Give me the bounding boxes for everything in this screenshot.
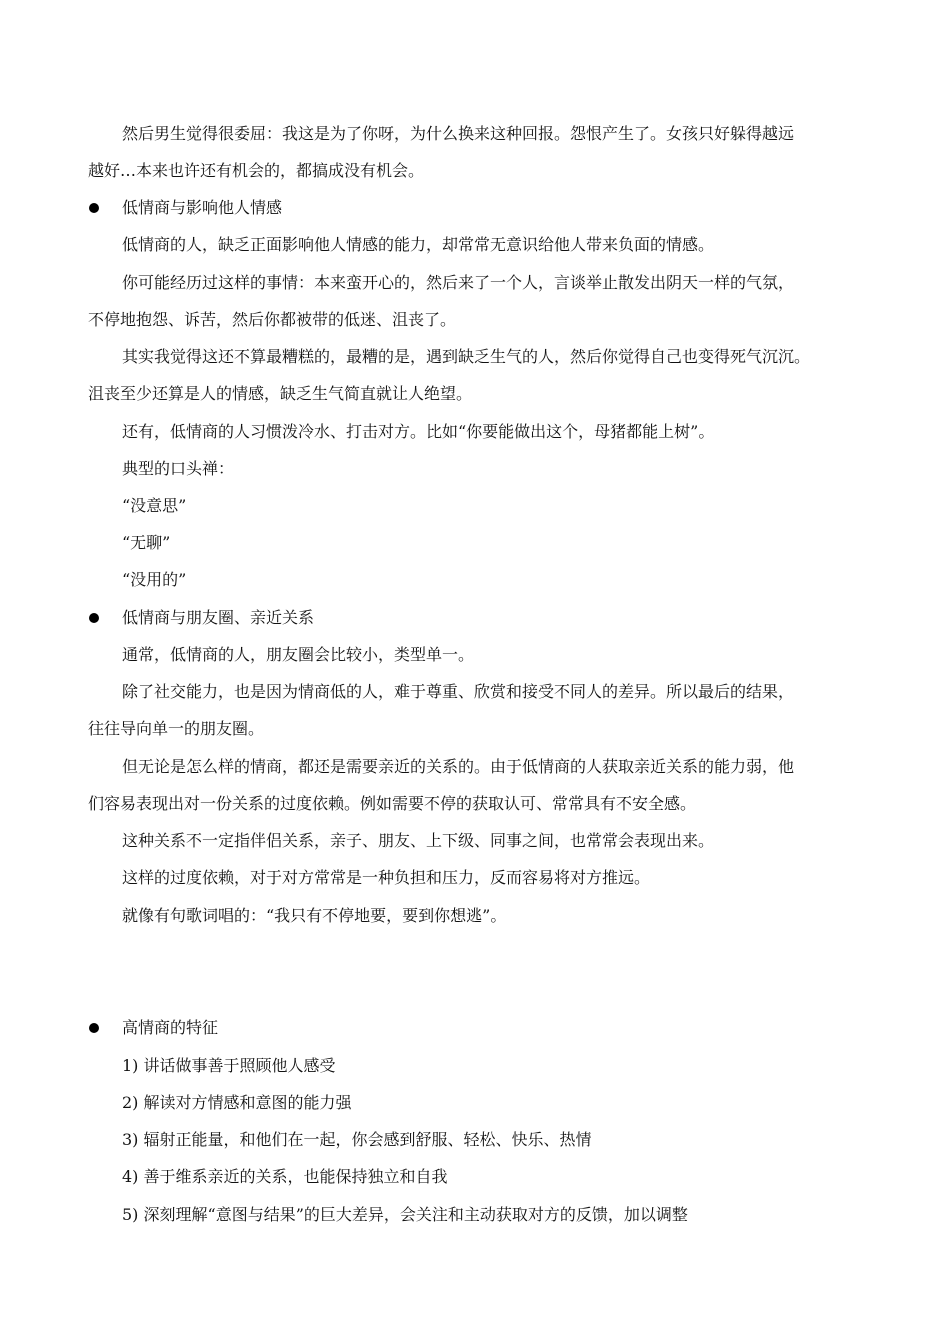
paragraph-line: 不停地抱怨、诉苦，然后你都被带的低迷、沮丧了。 <box>88 310 457 329</box>
paragraph-line: 然后男生觉得很委屈：我这是为了你呀，为什么换来这种回报。怨恨产生了。女孩只好躲得越远 <box>122 124 795 143</box>
paragraph-line: 就像有句歌词唱的：“我只有不停地要，要到你想逃”。 <box>122 906 507 925</box>
numbered-list-item: 5) 深刻理解“意图与结果”的巨大差异，会关注和主动获取对方的反馈，加以调整 <box>122 1205 688 1224</box>
quote-line: “没用的” <box>122 570 187 589</box>
paragraph-line: 通常，低情商的人，朋友圈会比较小，类型单一。 <box>122 645 475 664</box>
paragraph-line: 除了社交能力，也是因为情商低的人，难于尊重、欣赏和接受不同人的差异。所以最后的结果， <box>122 682 795 701</box>
quote-line: “无聊” <box>122 533 171 552</box>
numbered-list-item: 1) 讲话做事善于照顾他人感受 <box>122 1056 336 1075</box>
paragraph-line: 典型的口头禅： <box>122 459 235 478</box>
paragraph-line: 这样的过度依赖，对于对方常常是一种负担和压力，反而容易将对方推远。 <box>122 868 651 887</box>
numbered-list-item: 2) 解读对方情感和意图的能力强 <box>122 1093 352 1112</box>
paragraph-line: 其实我觉得这还不算最糟糕的，最糟的是，遇到缺乏生气的人，然后你觉得自己也变得死气沉沉。 <box>122 347 811 366</box>
bullet-icon <box>89 1023 99 1033</box>
numbered-list-item: 4) 善于维系亲近的关系，也能保持独立和自我 <box>122 1167 448 1186</box>
paragraph-line: 还有，低情商的人习惯泼冷水、打击对方。比如“你要能做出这个，母猪都能上树”。 <box>122 422 715 441</box>
paragraph-line: 们容易表现出对一份关系的过度依赖。例如需要不停的获取认可、常常具有不安全感。 <box>88 794 697 813</box>
section-heading: 低情商与影响他人情感 <box>122 198 283 217</box>
paragraph-line: 沮丧至少还算是人的情感，缺乏生气简直就让人绝望。 <box>88 384 473 403</box>
section-heading: 高情商的特征 <box>122 1018 219 1037</box>
section-heading: 低情商与朋友圈、亲近关系 <box>122 608 315 627</box>
paragraph-line: 低情商的人，缺乏正面影响他人情感的能力，却常常无意识给他人带来负面的情感。 <box>122 235 715 254</box>
paragraph-line: 但无论是怎么样的情商，都还是需要亲近的关系的。由于低情商的人获取亲近关系的能力弱，他 <box>122 757 795 776</box>
quote-line: “没意思” <box>122 496 187 515</box>
paragraph-line: 往往导向单一的朋友圈。 <box>88 719 265 738</box>
paragraph-line: 越好…本来也许还有机会的，都搞成没有机会。 <box>88 161 425 180</box>
bullet-icon <box>89 613 99 623</box>
numbered-list-item: 3) 辐射正能量，和他们在一起，你会感到舒服、轻松、快乐、热情 <box>122 1130 592 1149</box>
paragraph-line: 你可能经历过这样的事情：本来蛮开心的，然后来了一个人，言谈举止散发出阴天一样的气氛， <box>122 273 795 292</box>
paragraph-line: 这种关系不一定指伴侣关系，亲子、朋友、上下级、同事之间，也常常会表现出来。 <box>122 831 715 850</box>
bullet-icon <box>89 203 99 213</box>
